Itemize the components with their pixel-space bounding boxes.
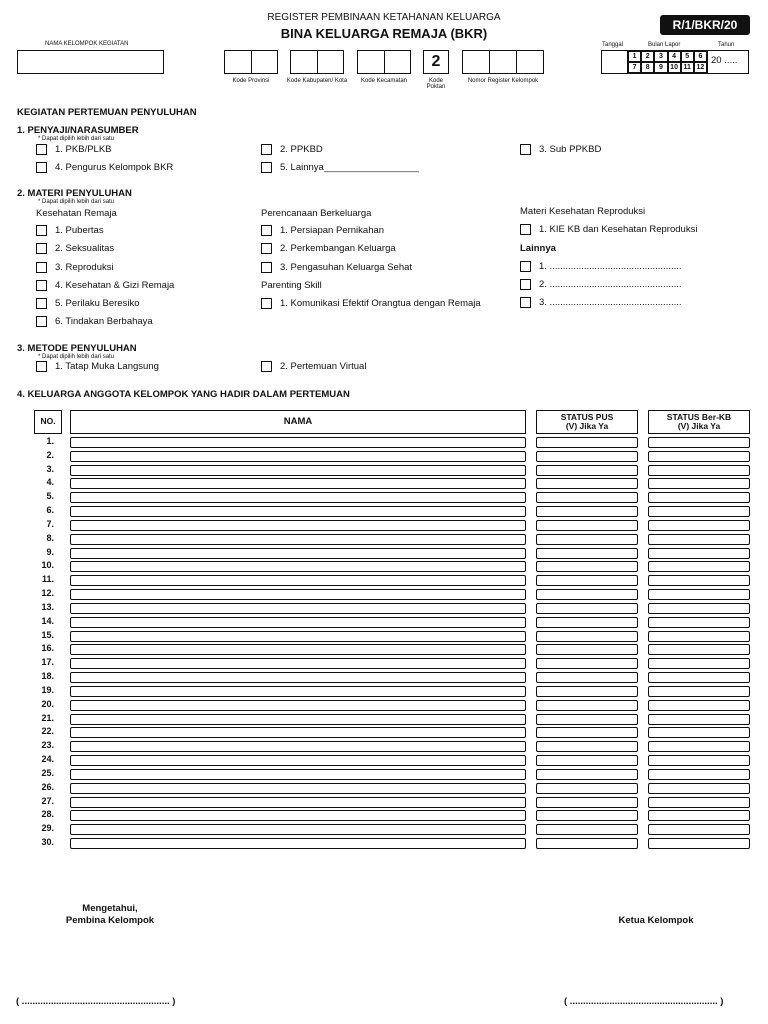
- form-subtitle: REGISTER PEMBINAAN KETAHANAN KELUARGA: [267, 12, 501, 23]
- name-field[interactable]: [70, 797, 526, 808]
- row-number: 26.: [41, 782, 54, 792]
- s2-col3b-option[interactable]: [520, 261, 682, 272]
- name-field[interactable]: [70, 810, 526, 821]
- regency-code-cell: [318, 51, 344, 73]
- name-field[interactable]: [70, 727, 526, 738]
- row-number: 20.: [41, 699, 54, 709]
- row-number: 24.: [41, 754, 54, 764]
- checkbox[interactable]: [36, 280, 47, 291]
- month-cell[interactable]: 7: [628, 62, 641, 73]
- pus-field[interactable]: [536, 575, 638, 586]
- district-code-label: Kode Kecamatan: [360, 78, 408, 84]
- pus-field[interactable]: [536, 769, 638, 780]
- kb-field[interactable]: [648, 492, 750, 503]
- name-field[interactable]: [70, 714, 526, 725]
- month-cell[interactable]: 5: [681, 51, 694, 62]
- kb-field[interactable]: [648, 548, 750, 559]
- row-number: 12.: [41, 588, 54, 598]
- name-field[interactable]: [70, 769, 526, 780]
- checkbox[interactable]: [36, 144, 47, 155]
- s1-option-ppkbd[interactable]: [261, 144, 323, 155]
- kb-field[interactable]: [648, 603, 750, 614]
- row-number: 11.: [41, 574, 54, 584]
- s2-option-label: 2. Perkembangan Keluarga: [280, 243, 396, 254]
- month-cell[interactable]: 2: [641, 51, 654, 62]
- register-number-cell: [463, 51, 490, 73]
- footer-left: [40, 903, 180, 927]
- col-pus-title: STATUS PUS: [560, 412, 614, 422]
- s2-option-label: 1. Komunikasi Efektif Orangtua dengan Remaja: [280, 298, 481, 309]
- checkbox[interactable]: [261, 144, 272, 155]
- s2-option-label: 2. ..................................................: [539, 279, 682, 290]
- row-number: 16.: [41, 643, 54, 653]
- row-number: 1.: [46, 436, 54, 446]
- regency-code-cell: [291, 51, 318, 73]
- kb-field[interactable]: [648, 700, 750, 711]
- s2-col2-heading: Perencanaan Berkeluarga: [261, 208, 372, 219]
- name-field[interactable]: [70, 451, 526, 462]
- row-number: 3.: [46, 464, 54, 474]
- pus-field[interactable]: [536, 741, 638, 752]
- year-label: Tahun: [718, 42, 735, 48]
- province-code-label: Kode Provinsi: [232, 78, 270, 84]
- province-code-input[interactable]: [224, 50, 278, 74]
- checkbox[interactable]: [520, 261, 531, 272]
- s3-option-label: 1. Tatap Muka Langsung: [55, 361, 159, 372]
- pus-field[interactable]: [536, 644, 638, 655]
- s2-col3b-option[interactable]: [520, 297, 682, 308]
- pus-field[interactable]: [536, 797, 638, 808]
- row-number: 30.: [41, 837, 54, 847]
- month-cell[interactable]: 10: [668, 62, 681, 73]
- name-field[interactable]: [70, 589, 526, 600]
- month-cell[interactable]: 4: [668, 51, 681, 62]
- name-field[interactable]: [70, 755, 526, 766]
- s1-option-pkb[interactable]: [36, 144, 112, 155]
- month-label: Bulan Lapor: [648, 42, 681, 48]
- checkbox[interactable]: [261, 298, 272, 309]
- pus-field[interactable]: [536, 617, 638, 628]
- signature-line-right[interactable]: ( ........................................................ ): [564, 996, 724, 1007]
- footer-acknowledged: Mengetahui,: [82, 903, 138, 914]
- checkbox[interactable]: [36, 162, 47, 173]
- s2-col1-option[interactable]: [36, 298, 139, 309]
- s2-option-label: 3. Reproduksi: [55, 262, 114, 273]
- checkbox[interactable]: [36, 262, 47, 273]
- kb-field[interactable]: [648, 810, 750, 821]
- checkbox[interactable]: [261, 243, 272, 254]
- s1-title: 1. PENYAJI/NARASUMBER: [17, 125, 139, 136]
- kb-field[interactable]: [648, 783, 750, 794]
- province-code-cell: [225, 51, 252, 73]
- s4-title: 4. KELUARGA ANGGOTA KELOMPOK YANG HADIR DALAM PERTEMUAN: [17, 389, 350, 400]
- s2-option-label: 1. KIE KB dan Kesehatan Reproduksi: [539, 224, 698, 235]
- pus-field[interactable]: [536, 451, 638, 462]
- row-number: 14.: [41, 616, 54, 626]
- col-name-header: NAMA: [70, 410, 526, 434]
- name-field[interactable]: [70, 492, 526, 503]
- s2-col3b-option[interactable]: [520, 279, 682, 290]
- pus-field[interactable]: [536, 561, 638, 572]
- row-number: 27.: [41, 796, 54, 806]
- pus-field[interactable]: [536, 838, 638, 849]
- pus-field[interactable]: [536, 672, 638, 683]
- name-field[interactable]: [70, 478, 526, 489]
- row-number: 22.: [41, 726, 54, 736]
- checkbox[interactable]: [520, 144, 531, 155]
- name-field[interactable]: [70, 783, 526, 794]
- pus-field[interactable]: [536, 534, 638, 545]
- col-kb-title: STATUS Ber-KB: [666, 412, 732, 422]
- s1-option-label: 1. PKB/PLKB: [55, 144, 112, 155]
- checkbox[interactable]: [36, 316, 47, 327]
- pus-field[interactable]: [536, 727, 638, 738]
- pus-field[interactable]: [536, 783, 638, 794]
- regency-code-input[interactable]: [290, 50, 344, 74]
- row-number: 17.: [41, 657, 54, 667]
- col-no-header: NO.: [34, 410, 62, 434]
- row-number: 8.: [46, 533, 54, 543]
- pus-field[interactable]: [536, 686, 638, 697]
- row-number: 19.: [41, 685, 54, 695]
- register-number-cell: [490, 51, 517, 73]
- row-number: 23.: [41, 740, 54, 750]
- kb-field[interactable]: [648, 575, 750, 586]
- s2-col1-option[interactable]: [36, 316, 153, 327]
- s1-option-pengurus[interactable]: [36, 162, 173, 173]
- kb-field[interactable]: [648, 658, 750, 669]
- name-field[interactable]: [70, 603, 526, 614]
- s2-col3-heading: Materi Kesehatan Reproduksi: [520, 206, 646, 217]
- row-number: 21.: [41, 713, 54, 723]
- section-title: KEGIATAN PERTEMUAN PENYULUHAN: [17, 107, 197, 118]
- s2-option-label: 1. Pubertas: [55, 225, 104, 236]
- name-field[interactable]: [70, 520, 526, 531]
- checkbox[interactable]: [36, 361, 47, 372]
- month-cell[interactable]: 3: [654, 51, 667, 62]
- checkbox[interactable]: [520, 297, 531, 308]
- checkbox[interactable]: [36, 225, 47, 236]
- s3-option-virtual[interactable]: [261, 361, 366, 372]
- kb-field[interactable]: [648, 727, 750, 738]
- name-field[interactable]: [70, 700, 526, 711]
- kb-field[interactable]: [648, 672, 750, 683]
- checkbox[interactable]: [261, 162, 272, 173]
- pus-field[interactable]: [536, 824, 638, 835]
- district-code-cell: [358, 51, 385, 73]
- name-field[interactable]: [70, 631, 526, 642]
- group-name-label: NAMA KELOMPOK KEGIATAN: [45, 41, 129, 47]
- kb-field[interactable]: [648, 561, 750, 572]
- form-code-badge: R/1/BKR/20: [660, 15, 750, 35]
- col-pus-subtitle: (V) Jika Ya: [565, 421, 609, 431]
- checkbox[interactable]: [261, 262, 272, 273]
- kb-field[interactable]: [648, 741, 750, 752]
- name-field[interactable]: [70, 617, 526, 628]
- s2-option-label: 6. Tindakan Berbahaya: [55, 316, 153, 327]
- kb-field[interactable]: [648, 478, 750, 489]
- pus-field[interactable]: [536, 478, 638, 489]
- checkbox[interactable]: [36, 243, 47, 254]
- kb-field[interactable]: [648, 686, 750, 697]
- kb-field[interactable]: [648, 644, 750, 655]
- kb-field[interactable]: [648, 714, 750, 725]
- name-field[interactable]: [70, 561, 526, 572]
- row-number: 13.: [41, 602, 54, 612]
- s3-title: 3. METODE PENYULUHAN: [17, 343, 137, 354]
- s2-title: 2. MATERI PENYULUHAN: [17, 188, 132, 199]
- s2-col2-option[interactable]: [261, 225, 384, 236]
- row-number: 4.: [46, 477, 54, 487]
- checkbox[interactable]: [36, 298, 47, 309]
- district-code-cell: [385, 51, 411, 73]
- s1-option-lainnya[interactable]: [261, 162, 419, 173]
- name-field[interactable]: [70, 575, 526, 586]
- s2-col2-option[interactable]: [261, 243, 396, 254]
- s2-option-label: 1. Persiapan Pernikahan: [280, 225, 385, 236]
- pus-field[interactable]: [536, 492, 638, 503]
- s3-option-label: 2. Pertemuan Virtual: [280, 361, 367, 372]
- name-field[interactable]: [70, 824, 526, 835]
- kb-field[interactable]: [648, 631, 750, 642]
- s1-option-sub-ppkbd[interactable]: [520, 144, 601, 155]
- kb-field[interactable]: [648, 506, 750, 517]
- month-cell[interactable]: 12: [694, 62, 707, 73]
- footer-ketua: Ketua Kelompok: [618, 915, 694, 926]
- s2-col1-option[interactable]: [36, 243, 114, 254]
- row-number: 9.: [46, 547, 54, 557]
- pus-field[interactable]: [536, 603, 638, 614]
- kb-field[interactable]: [648, 520, 750, 531]
- row-number: 5.: [46, 491, 54, 501]
- pus-field[interactable]: [536, 465, 638, 476]
- name-field[interactable]: [70, 686, 526, 697]
- name-field[interactable]: [70, 741, 526, 752]
- month-cell[interactable]: 9: [654, 62, 667, 73]
- month-cell[interactable]: 1: [628, 51, 641, 62]
- name-field[interactable]: [70, 465, 526, 476]
- pus-field[interactable]: [536, 520, 638, 531]
- kb-field[interactable]: [648, 617, 750, 628]
- s2-col1-option[interactable]: [36, 262, 114, 273]
- col-kb-header: [648, 410, 750, 434]
- s2-col1-option[interactable]: [36, 280, 174, 291]
- pus-field[interactable]: [536, 700, 638, 711]
- group-name-input[interactable]: [17, 50, 164, 74]
- row-number: 25.: [41, 768, 54, 778]
- kb-field[interactable]: [648, 755, 750, 766]
- s2-option-label: 3. ..................................................: [539, 297, 682, 308]
- year-input[interactable]: 20 .....: [711, 55, 738, 66]
- s2-col1-heading: Kesehatan Remaja: [36, 208, 117, 219]
- poktan-code-box: 2: [423, 50, 449, 74]
- kb-field[interactable]: [648, 534, 750, 545]
- row-number: 7.: [46, 519, 54, 529]
- kb-field[interactable]: [648, 838, 750, 849]
- name-field[interactable]: [70, 672, 526, 683]
- pus-field[interactable]: [536, 810, 638, 821]
- kb-field[interactable]: [648, 451, 750, 462]
- row-number: 18.: [41, 671, 54, 681]
- signature-line-left[interactable]: ( ........................................................ ): [16, 996, 176, 1007]
- pus-field[interactable]: [536, 548, 638, 559]
- row-number: 10.: [41, 560, 54, 570]
- row-number: 2.: [46, 450, 54, 460]
- s2-col2-option[interactable]: [261, 262, 412, 273]
- pus-field[interactable]: [536, 658, 638, 669]
- s1-note: * Dapat dipilih lebih dari satu: [38, 136, 115, 142]
- pus-field[interactable]: [536, 437, 638, 448]
- pus-field[interactable]: [536, 714, 638, 725]
- name-field[interactable]: [70, 644, 526, 655]
- row-number: 15.: [41, 630, 54, 640]
- s2-col3-heading2: Lainnya: [520, 243, 556, 254]
- date-input[interactable]: [603, 52, 627, 72]
- province-code-cell: [252, 51, 278, 73]
- col-kb-subtitle: (V) Jika Ya: [677, 421, 721, 431]
- s1-option-label: 5. Lainnya__________________: [280, 162, 419, 173]
- kb-field[interactable]: [648, 797, 750, 808]
- month-grid: [627, 51, 708, 73]
- s2-option-label: 5. Perilaku Beresiko: [55, 298, 140, 309]
- s1-option-label: 4. Pengurus Kelompok BKR: [55, 162, 174, 173]
- s2-note: * Dapat dipilih lebih dari satu: [38, 199, 115, 205]
- form-title: BINA KELUARGA REMAJA (BKR): [280, 26, 488, 41]
- checkbox[interactable]: [520, 224, 531, 235]
- s3-note: * Dapat dipilih lebih dari satu: [38, 354, 115, 360]
- kb-field[interactable]: [648, 465, 750, 476]
- regency-code-label: Kode Kabupaten/ Kota: [286, 78, 348, 84]
- col-pus-header: [536, 410, 638, 434]
- row-number: 28.: [41, 809, 54, 819]
- poktan-code-label: Kode Poktan: [426, 78, 446, 90]
- s3-option-tatap-muka[interactable]: [36, 361, 159, 372]
- kb-field[interactable]: [648, 824, 750, 835]
- kb-field[interactable]: [648, 437, 750, 448]
- checkbox[interactable]: [261, 361, 272, 372]
- checkbox[interactable]: [520, 279, 531, 290]
- s1-option-label: 2. PPKBD: [280, 144, 323, 155]
- name-field[interactable]: [70, 506, 526, 517]
- register-number-label: Nomor Register Kelompok: [467, 78, 539, 84]
- s2-option-label: 3. Pengasuhan Keluarga Sehat: [280, 262, 413, 273]
- date-label: Tanggal: [602, 42, 624, 48]
- kb-field[interactable]: [648, 769, 750, 780]
- s2-col1-option[interactable]: [36, 225, 104, 236]
- name-field[interactable]: [70, 548, 526, 559]
- name-field[interactable]: [70, 658, 526, 669]
- s1-option-label: 3. Sub PPKBD: [539, 144, 602, 155]
- row-number: 6.: [46, 505, 54, 515]
- register-number-cell: [517, 51, 543, 73]
- s2-col2-heading2: Parenting Skill: [261, 280, 322, 291]
- kb-field[interactable]: [648, 589, 750, 600]
- district-code-input[interactable]: [357, 50, 411, 74]
- s2-col2b-option[interactable]: [261, 298, 481, 309]
- month-cell[interactable]: 6: [694, 51, 707, 62]
- row-number: 29.: [41, 823, 54, 833]
- s2-option-label: 1. ..................................................: [539, 261, 682, 272]
- checkbox[interactable]: [261, 225, 272, 236]
- footer-pembina: Pembina Kelompok: [65, 915, 155, 926]
- pus-field[interactable]: [536, 755, 638, 766]
- pus-field[interactable]: [536, 506, 638, 517]
- s2-option-label: 4. Kesehatan & Gizi Remaja: [55, 280, 175, 291]
- register-number-input[interactable]: [462, 50, 544, 74]
- name-field[interactable]: [70, 838, 526, 849]
- month-cell[interactable]: 11: [681, 62, 694, 73]
- s2-col3-option[interactable]: [520, 224, 697, 235]
- name-field[interactable]: [70, 437, 526, 448]
- month-cell[interactable]: 8: [641, 62, 654, 73]
- pus-field[interactable]: [536, 631, 638, 642]
- name-field[interactable]: [70, 534, 526, 545]
- s2-option-label: 2. Seksualitas: [55, 243, 115, 254]
- pus-field[interactable]: [536, 589, 638, 600]
